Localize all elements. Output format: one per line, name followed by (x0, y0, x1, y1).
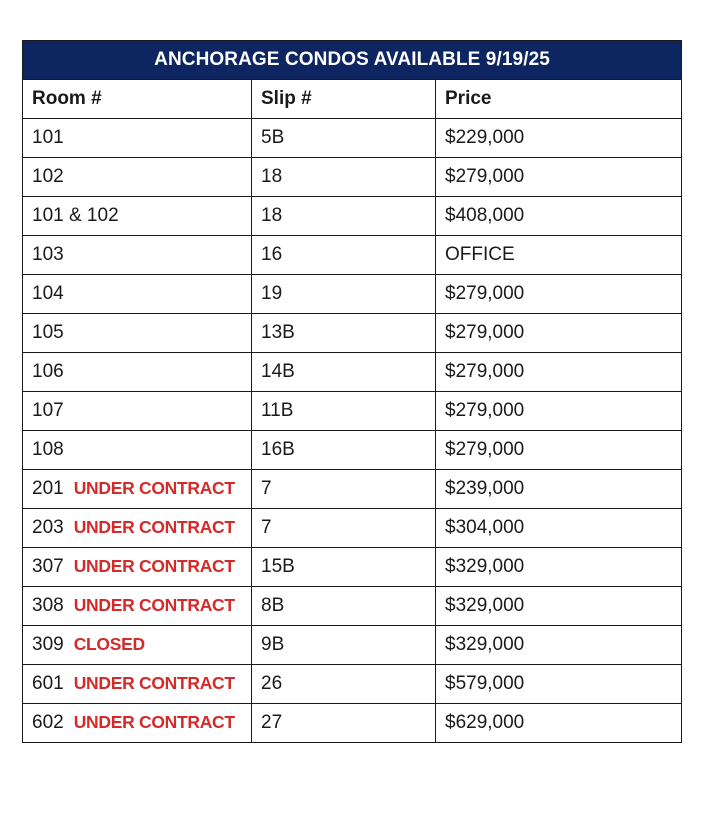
table-row (23, 509, 682, 548)
status-label: UNDER CONTRACT (73, 673, 235, 693)
slip-cell: 16 (252, 236, 436, 275)
table-row (23, 548, 682, 587)
table-body (23, 80, 682, 743)
room-number: 309 (32, 634, 64, 655)
room-number: 104 (32, 283, 64, 304)
slip-cell: 5B (252, 119, 436, 158)
slip-cell: 19 (252, 275, 436, 314)
room-cell (23, 158, 252, 197)
room-cell (23, 392, 252, 431)
price-cell: $279,000 (436, 158, 682, 197)
slip-cell: 18 (252, 197, 436, 236)
table-row (23, 314, 682, 353)
room-number: 601 (32, 673, 64, 694)
price-cell: $279,000 (436, 314, 682, 353)
table-row (23, 353, 682, 392)
slip-cell: 7 (252, 470, 436, 509)
status-label: UNDER CONTRACT (73, 595, 235, 615)
room-number: 103 (32, 244, 64, 265)
slip-cell: 13B (252, 314, 436, 353)
room-cell (23, 275, 252, 314)
condos-table (22, 40, 682, 743)
column-header-price: Price (436, 80, 682, 119)
slip-cell: 18 (252, 158, 436, 197)
slip-cell: 7 (252, 509, 436, 548)
room-number: 308 (32, 595, 64, 616)
slip-cell: 16B (252, 431, 436, 470)
slip-cell: 9B (252, 626, 436, 665)
room-number: 105 (32, 322, 64, 343)
table-row (23, 665, 682, 704)
room-cell (23, 119, 252, 158)
slip-cell: 26 (252, 665, 436, 704)
room-cell (23, 197, 252, 236)
price-cell: $279,000 (436, 392, 682, 431)
room-cell (23, 353, 252, 392)
price-cell: $239,000 (436, 470, 682, 509)
table-row (23, 626, 682, 665)
slip-cell: 8B (252, 587, 436, 626)
room-cell (23, 626, 252, 665)
price-cell: $279,000 (436, 353, 682, 392)
status-label: UNDER CONTRACT (73, 712, 235, 732)
room-number: 107 (32, 400, 64, 421)
room-cell (23, 587, 252, 626)
room-cell (23, 431, 252, 470)
room-cell (23, 548, 252, 587)
price-cell: $304,000 (436, 509, 682, 548)
table-row (23, 470, 682, 509)
slip-cell: 15B (252, 548, 436, 587)
room-number: 307 (32, 556, 64, 577)
room-cell (23, 704, 252, 743)
room-number: 101 (32, 127, 64, 148)
price-cell: $329,000 (436, 548, 682, 587)
room-number: 602 (32, 712, 64, 733)
table-row (23, 275, 682, 314)
table-row (23, 119, 682, 158)
column-header-row (23, 80, 682, 119)
room-cell (23, 314, 252, 353)
room-number: 201 (32, 478, 64, 499)
price-cell: $629,000 (436, 704, 682, 743)
room-number: 106 (32, 361, 64, 382)
table-row (23, 236, 682, 275)
slip-cell: 11B (252, 392, 436, 431)
price-cell: OFFICE (436, 236, 682, 275)
room-number: 108 (32, 439, 64, 460)
table-row (23, 704, 682, 743)
table-row (23, 392, 682, 431)
slip-cell: 14B (252, 353, 436, 392)
status-label: UNDER CONTRACT (73, 517, 235, 537)
room-cell (23, 470, 252, 509)
status-label: UNDER CONTRACT (73, 478, 235, 498)
table-row (23, 158, 682, 197)
price-cell: $329,000 (436, 626, 682, 665)
slip-cell: 27 (252, 704, 436, 743)
table-title: ANCHORAGE CONDOS AVAILABLE 9/19/25 (23, 41, 682, 80)
price-cell: $579,000 (436, 665, 682, 704)
condo-availability-sheet (22, 40, 681, 743)
title-row (23, 41, 682, 80)
table-row (23, 431, 682, 470)
status-label: CLOSED (73, 634, 145, 654)
table-row (23, 197, 682, 236)
table-row (23, 587, 682, 626)
room-number: 203 (32, 517, 64, 538)
room-number: 101 & 102 (32, 205, 119, 226)
price-cell: $279,000 (436, 431, 682, 470)
status-label: UNDER CONTRACT (73, 556, 235, 576)
price-cell: $229,000 (436, 119, 682, 158)
room-number: 102 (32, 166, 64, 187)
column-header-room: Room # (23, 80, 252, 119)
price-cell: $329,000 (436, 587, 682, 626)
room-cell (23, 665, 252, 704)
price-cell: $408,000 (436, 197, 682, 236)
price-cell: $279,000 (436, 275, 682, 314)
column-header-slip: Slip # (252, 80, 436, 119)
room-cell (23, 509, 252, 548)
room-cell (23, 236, 252, 275)
